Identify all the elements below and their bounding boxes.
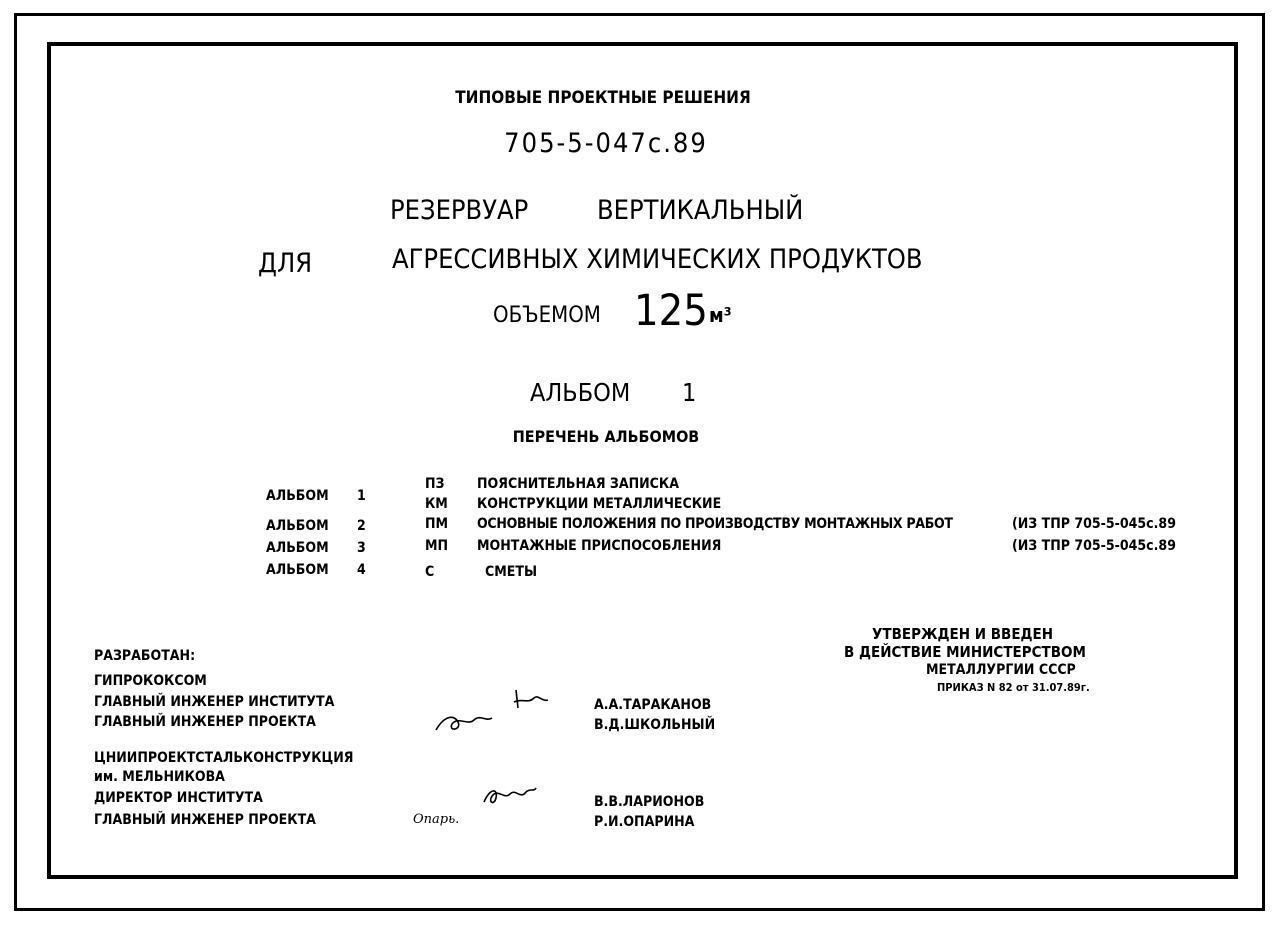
list-note-3: (ИЗ ТПР 705-5-045с.89 (1012, 539, 1176, 553)
title-line1-left: РЕЗЕРВУАР (390, 195, 529, 226)
signature-tarakanov-shkolny (430, 686, 570, 738)
album-label: АЛЬБОМ (530, 378, 631, 407)
project-code: 705-5-047с.89 (504, 128, 708, 159)
approval-line4: ПРИКАЗ N 82 от 31.07.89г. (937, 681, 1090, 694)
list-num-3: 3 (357, 540, 366, 556)
dev-org2-name2: Р.И.ОПАРИНА (594, 814, 695, 830)
list-album-3: АЛЬБОМ (266, 540, 329, 556)
list-title-2: ОСНОВНЫЕ ПОЛОЖЕНИЯ ПО ПРОИЗВОДСТВУ МОНТАЖНЫХ РАБОТ (477, 516, 953, 532)
title-volume-unit: м³ (709, 303, 732, 327)
dev-org1-name2: В.Д.ШКОЛЬНЫЙ (594, 717, 716, 733)
dev-org2-line1: ЦНИИПРОЕКТСТАЛЬКОНСТРУКЦИЯ (94, 750, 354, 766)
list-code-1: ПЗ (425, 476, 445, 492)
dev-org2-role1: ДИРЕКТОР ИНСТИТУТА (94, 790, 263, 806)
dev-org1-role2: ГЛАВНЫЙ ИНЖЕНЕР ПРОЕКТА (94, 714, 316, 730)
title-volume-value: 125 (634, 286, 708, 336)
list-title-1: ПОЯСНИТЕЛЬНАЯ ЗАПИСКА (477, 476, 679, 492)
list-note-2: (ИЗ ТПР 705-5-045с.89 (1012, 517, 1176, 531)
title-line1-right: ВЕРТИКАЛЬНЫЙ (597, 195, 804, 226)
dev-org1-role1: ГЛАВНЫЙ ИНЖЕНЕР ИНСТИТУТА (94, 694, 335, 710)
dev-org2-name1: В.В.ЛАРИОНОВ (594, 794, 705, 810)
dev-org1: ГИПРОКОКСОМ (94, 673, 207, 689)
list-album-4: АЛЬБОМ (266, 562, 329, 578)
series-heading: ТИПОВЫЕ ПРОЕКТНЫЕ РЕШЕНИЯ (455, 88, 751, 108)
list-num-2: 2 (357, 518, 366, 534)
approval-line1: УТВЕРЖДЕН И ВВЕДЕН (872, 625, 1054, 643)
list-title-4: СМЕТЫ (485, 564, 538, 580)
list-num-4: 4 (357, 562, 366, 578)
title-line2-left: ДЛЯ (258, 248, 313, 279)
list-album-1: АЛЬБОМ (266, 488, 329, 504)
signature-larionov (480, 782, 540, 812)
album-number: 1 (682, 378, 697, 407)
list-code-2: ПМ (425, 516, 449, 532)
approval-line3: МЕТАЛЛУРГИИ СССР (926, 662, 1076, 678)
album-list-heading: ПЕРЕЧЕНЬ АЛЬБОМОВ (512, 427, 700, 446)
list-code-4: С (425, 564, 435, 580)
list-title-1b: КОНСТРУКЦИИ МЕТАЛЛИЧЕСКИЕ (477, 496, 722, 512)
list-title-3: МОНТАЖНЫЕ ПРИСПОСОБЛЕНИЯ (477, 538, 722, 554)
signature-oparina: Опарь. (413, 812, 460, 827)
list-code-3: МП (425, 538, 449, 554)
developers-heading: РАЗРАБОТАН: (94, 648, 196, 664)
list-num-1: 1 (357, 488, 366, 504)
list-album-2: АЛЬБОМ (266, 518, 329, 534)
dev-org2-role2: ГЛАВНЫЙ ИНЖЕНЕР ПРОЕКТА (94, 812, 316, 828)
list-code-1b: КМ (425, 496, 448, 512)
title-volume-prefix: ОБЪЕМОМ (493, 303, 601, 328)
title-line2-right: АГРЕССИВНЫХ ХИМИЧЕСКИХ ПРОДУКТОВ (392, 244, 923, 275)
approval-line2: В ДЕЙСТВИЕ МИНИСТЕРСТВОМ (844, 643, 1086, 661)
dev-org2-line2: им. МЕЛЬНИКОВА (94, 769, 225, 785)
dev-org1-name1: А.А.ТАРАКАНОВ (594, 697, 712, 713)
